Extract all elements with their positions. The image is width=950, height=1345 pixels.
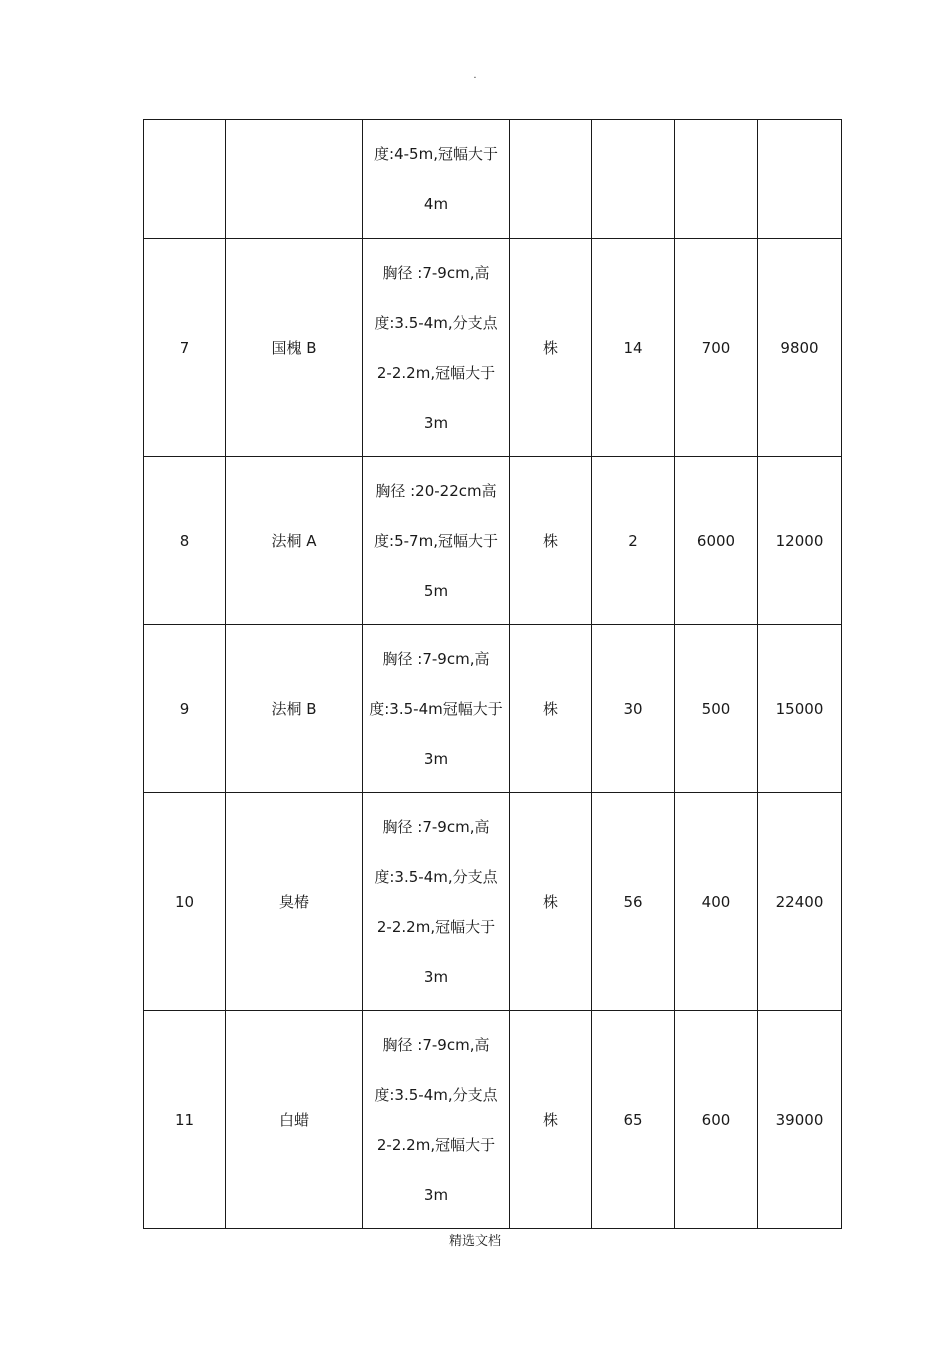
cell-no: 8: [144, 457, 226, 625]
cell-spec: 胸径 :7-9cm,高 度:3.5-4m冠幅大于 3m: [363, 625, 510, 793]
cell-name: 臭椿: [226, 793, 363, 1011]
cell-unit: 株: [510, 457, 592, 625]
page-footer: 精选文档: [448, 1234, 501, 1249]
cell-price: 6000: [675, 457, 758, 625]
cell-total: [758, 120, 842, 239]
cell-no: 9: [144, 625, 226, 793]
cell-spec: 胸径 :7-9cm,高 度:3.5-4m,分支点 2-2.2m,冠幅大于 3m: [363, 239, 510, 457]
cell-no: 11: [144, 1011, 226, 1229]
cell-unit: 株: [510, 793, 592, 1011]
cell-qty: 56: [592, 793, 675, 1011]
cell-total: 39000: [758, 1011, 842, 1229]
table-row: [144, 625, 842, 793]
cell-name: 国槐 B: [226, 239, 363, 457]
cell-name: [226, 120, 363, 239]
cell-qty: 14: [592, 239, 675, 457]
cell-total: 12000: [758, 457, 842, 625]
cell-spec: 胸径 :7-9cm,高 度:3.5-4m,分支点 2-2.2m,冠幅大于 3m: [363, 1011, 510, 1229]
cell-total: 15000: [758, 625, 842, 793]
cell-qty: 30: [592, 625, 675, 793]
cell-no: 10: [144, 793, 226, 1011]
cell-unit: 株: [510, 1011, 592, 1229]
table-row: [144, 793, 842, 1011]
table-row: [144, 457, 842, 625]
table-row: [144, 239, 842, 457]
cell-price: 600: [675, 1011, 758, 1229]
cell-unit: 株: [510, 239, 592, 457]
page-header-mark: .: [473, 70, 477, 81]
cell-price: 400: [675, 793, 758, 1011]
table-row: [144, 120, 842, 239]
cell-spec: 度:4-5m,冠幅大于 4m: [363, 120, 510, 239]
cell-total: 9800: [758, 239, 842, 457]
table-row: [144, 1011, 842, 1229]
cell-qty: 2: [592, 457, 675, 625]
cell-price: 700: [675, 239, 758, 457]
cell-no: [144, 120, 226, 239]
cell-total: 22400: [758, 793, 842, 1011]
cell-name: 法桐 A: [226, 457, 363, 625]
cell-name: 白蜡: [226, 1011, 363, 1229]
cell-name: 法桐 B: [226, 625, 363, 793]
cell-spec: 胸径 :20-22cm高 度:5-7m,冠幅大于 5m: [363, 457, 510, 625]
cell-unit: [510, 120, 592, 239]
cell-spec: 胸径 :7-9cm,高 度:3.5-4m,分支点 2-2.2m,冠幅大于 3m: [363, 793, 510, 1011]
cell-qty: 65: [592, 1011, 675, 1229]
cell-price: 500: [675, 625, 758, 793]
cell-no: 7: [144, 239, 226, 457]
plant-price-table: [143, 119, 842, 1229]
cell-unit: 株: [510, 625, 592, 793]
cell-qty: [592, 120, 675, 239]
cell-price: [675, 120, 758, 239]
